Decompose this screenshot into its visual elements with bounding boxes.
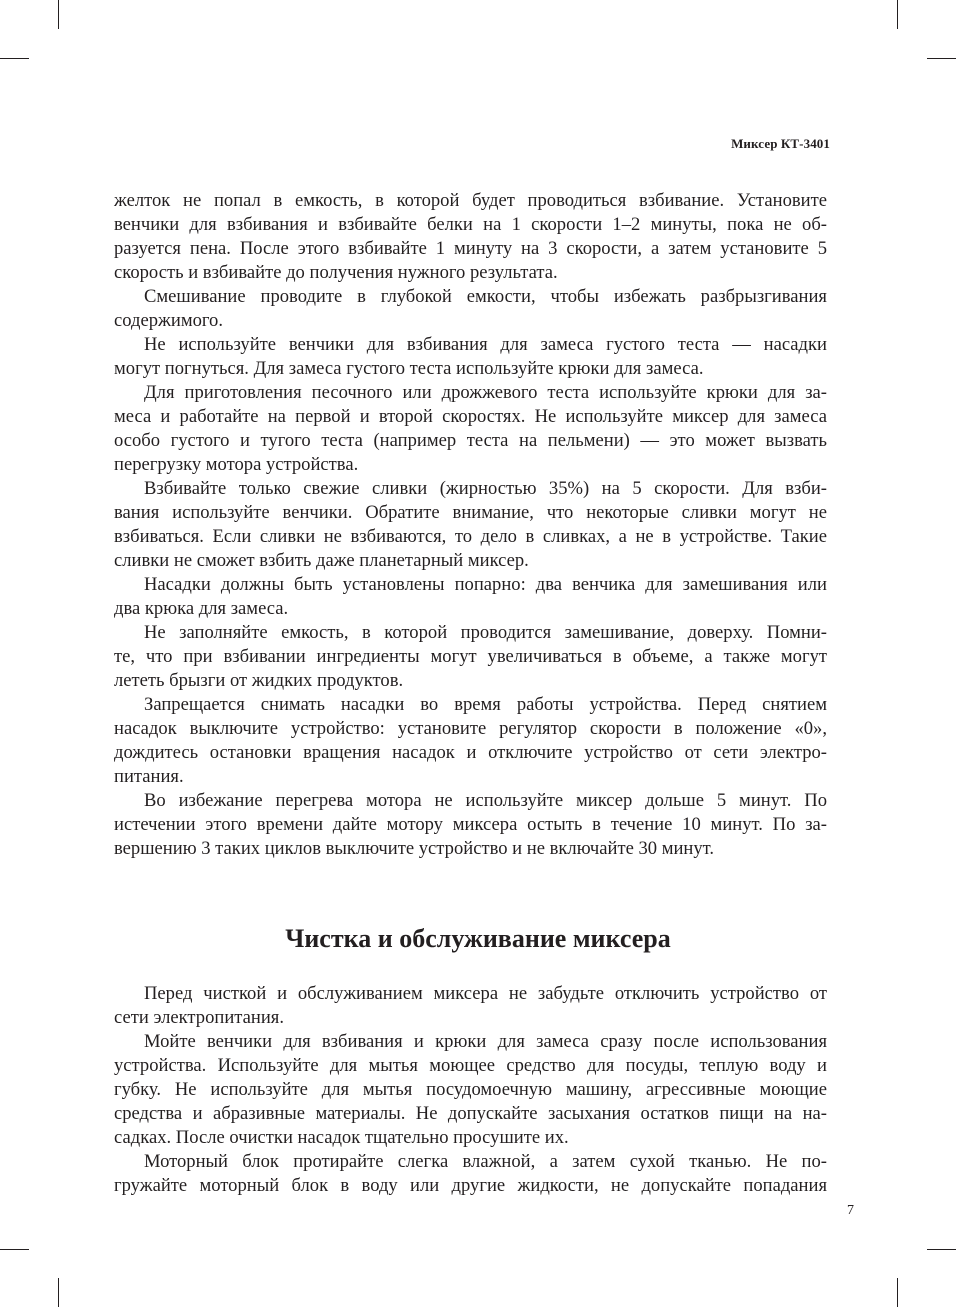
text-line: дождитесь остановки вращения насадок и отключите устройство от сети электро- (114, 742, 827, 763)
text-line: Не заполняйте емкость, в которой проводится замешивание, доверху. Помни- (144, 622, 827, 643)
text-line: венчики для взбивания и взбивайте белки на 1 скорости 1–2 минуты, пока не об- (114, 214, 827, 235)
text-line: Перед чисткой и обслуживанием миксера не забудьте отключить устройство от (144, 983, 827, 1004)
crop-mark-top-right (897, 0, 898, 29)
text-line: лететь брызги от жидких продуктов. (114, 670, 404, 691)
text-line: Запрещается снимать насадки во время работы устройства. Перед снятием (144, 694, 827, 715)
text-line: питания. (114, 766, 184, 787)
text-line: скорость и взбивайте до получения нужного результата. (114, 262, 558, 283)
text-line: губку. Не используйте для мытья посудомоечную машину, агрессивные моющие (114, 1079, 827, 1100)
text-line: гружайте моторный блок в воду или другие жидкости, не допускайте попадания (114, 1175, 827, 1196)
crop-mark-bottom-right (897, 1278, 898, 1307)
text-line: истечении этого времени дайте мотору миксера остыть в течение 10 минут. По за- (114, 814, 827, 835)
section-title: Чистка и обслуживание миксера (285, 924, 671, 953)
text-line: взбиваться. Если сливки не взбиваются, то дело в сливках, а не в устройстве. Такие (114, 526, 827, 547)
text-line: Насадки должны быть установлены попарно: два венчика для замешивания или (144, 574, 827, 595)
text-line: те, что при взбивании ингредиенты могут увеличиваться в объеме, а также могут (114, 646, 827, 667)
crop-mark-bottom-left (58, 1278, 59, 1307)
text-line: Для приготовления песочного или дрожжевого теста используйте крюки для за- (144, 382, 827, 403)
crop-mark-bottom-left-h (0, 1249, 29, 1250)
text-line: содержимого. (114, 310, 223, 331)
text-line: садках. После очистки насадок тщательно просушите их. (114, 1127, 569, 1148)
text-line: желток не попал в емкость, в которой будет проводиться взбивание. Установите (114, 190, 827, 211)
text-line: Мойте венчики для взбивания и крюки для замеса сразу после использования (144, 1031, 827, 1052)
text-line: меса и работайте на первой и второй скоростях. Не используйте миксер для замеса (114, 406, 827, 427)
crop-mark-top-left-h (0, 58, 29, 59)
text-line: вершению 3 таких циклов выключите устройство и не включайте 30 минут. (114, 838, 715, 859)
body-text-top (114, 189, 827, 861)
text-line: сети электропитания. (114, 1007, 284, 1028)
text-line: Взбивайте только свежие сливки (жирностью 35%) на 5 скорости. Для взби- (144, 478, 827, 499)
crop-mark-top-right-h (927, 58, 956, 59)
text-line: сливки не сможет взбить даже планетарный миксер. (114, 550, 529, 571)
text-line: насадок выключите устройство: установите регулятор скорости в положение «0», (114, 718, 827, 739)
text-line: Моторный блок протирайте слегка влажной, а затем сухой тканью. Не по- (144, 1151, 827, 1172)
text-line: могут погнуться. Для замеса густого теста используйте крюки для замеса. (114, 358, 704, 379)
running-header: Миксер КТ-3401 (731, 136, 830, 151)
text-line: Смешивание проводите в глубокой емкости, чтобы избежать разбрызгивания (144, 286, 827, 307)
page-number: 7 (847, 1203, 854, 1218)
text-line: два крюка для замеса. (114, 598, 289, 619)
text-line: перегрузку мотора устройства. (114, 454, 359, 475)
body-text-bottom (114, 982, 827, 1198)
text-line: разуется пена. После этого взбивайте 1 минуту на 3 скорости, а затем установите 5 (114, 238, 827, 259)
crop-mark-top-left (58, 0, 59, 29)
crop-mark-bottom-right-h (927, 1249, 956, 1250)
text-line: средства и абразивные материалы. Не допускайте засыхания остатков пищи на на- (114, 1103, 827, 1124)
text-line: устройства. Используйте для мытья моющее средство для посуды, теплую воду и (114, 1055, 827, 1076)
text-line: Во избежание перегрева мотора не используйте миксер дольше 5 минут. По (144, 790, 827, 811)
text-line: особо густого и тугого теста (например теста на пельмени) — это может вызвать (114, 430, 827, 451)
text-line: вания используйте венчики. Обратите внимание, что некоторые сливки могут не (114, 502, 827, 523)
text-line: Не используйте венчики для взбивания для замеса густого теста — насадки (144, 334, 827, 355)
